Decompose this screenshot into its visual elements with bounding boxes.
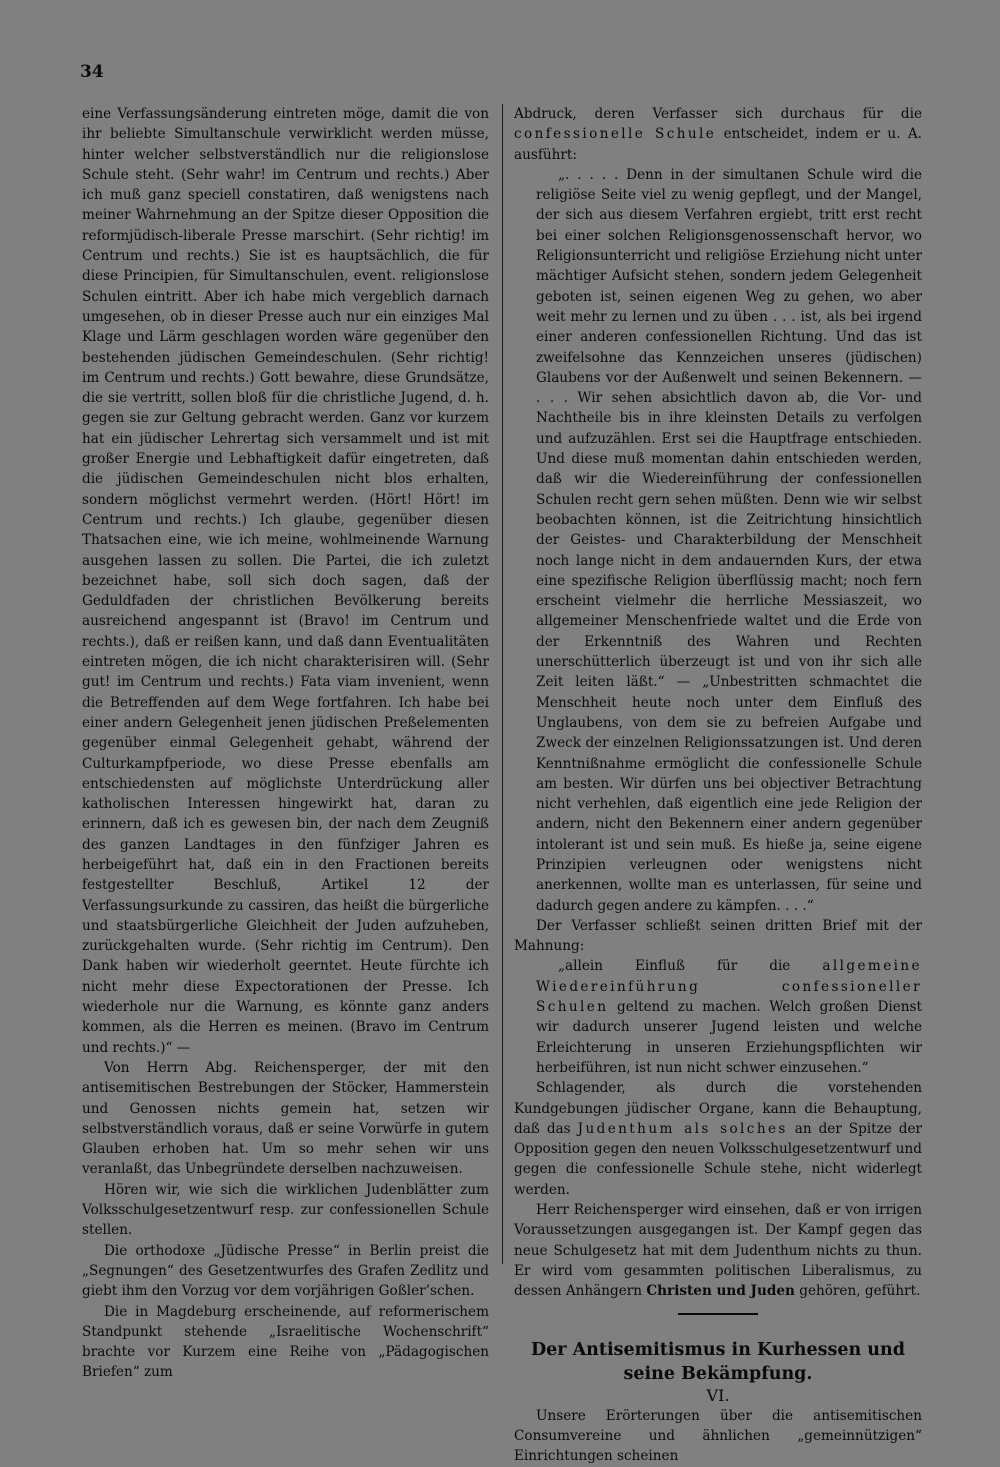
text-run: entscheidet, indem er u. A. ausführt: xyxy=(514,126,922,163)
paragraph: Die in Magdeburg erscheinende, auf reformerischem Standpunkt stehende „Israelitische Wochenschrift“ brachte vor Kurzem eine Reihe von „Pädagogischen Briefen“ zum xyxy=(82,1303,489,1381)
text-run: Schlagender, als durch die vorstehenden Kundgebungen jüdischer Organe, kann die Behauptung, daß das xyxy=(514,1080,922,1137)
right-column xyxy=(514,104,922,1467)
text-run: geltend zu machen. Welch großen Dienst wir dadurch unserer Jugend leisten und welche Erleichterung in unseren Erziehungspflichten wir herbeiführen, ist nun nicht schwer einzusehen.“ xyxy=(536,999,922,1076)
section-number: VI. xyxy=(706,1385,730,1405)
text-run: an der Spitze der Opposition gegen den neuen Volksschulgesetzentwurf und gegen die confessionelle Schule stehe, nicht widerlegt werden. xyxy=(514,1120,923,1198)
text-run: „allein Einfluß für die xyxy=(558,958,823,975)
emphasis-spaced: Judenthum als solches xyxy=(577,1120,788,1137)
divider-row xyxy=(514,1304,922,1324)
text-run: gehören, geführt. xyxy=(794,1283,921,1300)
emphasis-bold: Christen und Juden xyxy=(646,1283,795,1300)
paragraph xyxy=(514,1078,922,1200)
divider-rule xyxy=(678,1313,758,1315)
emphasis-spaced: allgemeine Wiedereinführung confessioneller Schulen xyxy=(536,958,922,1016)
quote xyxy=(514,956,922,1078)
paragraph xyxy=(514,104,922,165)
quote-block xyxy=(514,165,922,916)
paragraph: Von Herrn Abg. Reichensperger, der mit den antisemitischen Bestrebungen der Stöcker, Hammerstein und Genossen nichts gemein hat, setzen wir selbstverständlich voraus, daß er seine Vorwürfe in gutem Glauben erhoben hat. Um so mehr sehen wir uns veranlaßt, das Unbegründete derselben nachzuweisen. xyxy=(82,1059,489,1178)
left-column xyxy=(82,104,489,1383)
page-number: 34 xyxy=(80,62,104,82)
quote-block xyxy=(514,956,922,1078)
paragraph: eine Verfassungsänderung eintreten möge, damit die von ihr beliebte Simultanschule verwirklicht werden müsse, hinter welcher selbstverständlich nur die religionslose Schule steht. (Sehr wahr! im Centrum und rechts.) Aber ich muß ganz speciell constatiren, daß wenigstens nach meiner Wahrnehmung an der Spitze dieser Opposition die reformjüdisch-liberale Presse marschirt. (Sehr richtig! im Centrum und rechts.) Sie ist es hauptsächlich, die für diese Principien, für Simultanschulen, event. religionslose Schulen eintritt. Aber ich habe mich vergeblich darnach umgesehen, ob in dieser Presse auch nur ein einziges Mal Klage und Lärm geschlagen worden wäre gegenüber den bestehenden jüdischen Gemeindeschulen. (Sehr richtig! im Centrum und rechts.) Gott bewahre, diese Grundsätze, die sie vertritt, sollen bloß für die christliche Jugend, d. h. gegen sie zur Geltung gebracht werden. Ganz vor kurzem hat ein jüdischer Lehrertag sich versammelt und ist mit großer Energie und Lebhaftigkeit dafür eingetreten, daß die jüdischen Gemeindeschulen nicht blos erhalten, sondern möglichst vermehrt werden. (Hört! Hört! im Centrum und rechts.) Ich glaube, gegenüber diesen Thatsachen eine, wie ich meine, wohlmeinende Warnung ausgehen lassen zu sollen. Die Partei, die ich zuletzt bezeichnet habe, soll sich doch sagen, daß der Geduldfaden der christlichen Bevölkerung bereits ausreichend angespannt ist (Bravo! im Centrum und rechts.), daß er reißen kann, und daß dann Eventualitäten eintreten mögen, die ich nicht charakterisiren will. (Sehr gut! im Centrum und rechts.) Fata viam invenient, wenn die Betreffenden auf dem Wege fortfahren. Ich habe bei einer andern Gelegenheit jenen jüdischen Preßelementen gegenüber einmal Gelegenheit gehabt, während der Culturkampfperiode, wo diese Presse ebenfalls am entschiedensten auf möglichste Unterdrückung aller katholischen Interessen hingewirkt hat, daran zu erinnern, daß ich es gewesen bin, der nach dem Zeugniß des ganzen Landtages in den fünfziger Jahren es herbeigeführt hat, daß ein in den Fractionen bereits festgestellter Beschluß, Artikel 12 der Verfassungsurkunde zu cassiren, das heißt die bürgerliche und staatsbürgerliche Gleichheit der Juden aufzuheben, zurückgehalten wurde. (Sehr richtig im Centrum). Den Dank haben wir wiederholt geerntet. Heute fürchte ich nicht mehr diese Expectorationen der Presse. Ich wiederhole nur die Warnung, es könnte ganz anders kommen, als die Herren es meinen. (Bravo im Centrum und rechts.)“ — xyxy=(82,106,489,1056)
paragraph xyxy=(514,1200,922,1301)
paragraph: Der Verfasser schließt seinen dritten Brief mit der Mahnung: xyxy=(514,917,922,955)
paragraph: Unsere Erörterungen über die antisemitischen Consumvereine und ähnlichen „gemeinnützigen“ Einrichtungen scheinen xyxy=(514,1407,922,1465)
paragraph: Hören wir, wie sich die wirklichen Judenblätter zum Volksschulgesetzentwurf resp. zur confessionellen Schule stellen. xyxy=(82,1181,489,1239)
column-divider xyxy=(502,104,503,1264)
quote: „. . . . . Denn in der simultanen Schule wird die religiöse Seite viel zu wenig gepflegt, und der Mangel, der sich aus diesem Verfahren ergiebt, tritt erst recht bei einer solchen Religionsgenossenschaft hervor, wo Religionsunterricht und religiöse Erziehung nicht unter mächtiger Aufsicht stehen, sondern jedem Gelegenheit geboten ist, seinen eigenen Weg zu gehen, wo aber weit mehr zu lernen und zu üben . . . ist, als bei irgend einer anderen confessionellen Richtung. Und das ist zweifelsohne das Kennzeichen unseres (jüdischen) Glaubens vor der Außenwelt und seinen Bekennern. — . . . Wir sehen absichtlich davon ab, die Vor- und Nachtheile bis in ihre kleinsten Details zu verfolgen und aufzuzählen. Erst sei die Hauptfrage entschieden. Und diese muß momentan dahin entschieden werden, daß wir die Wiedereinführung der confessionellen Schulen recht gern sehen müßten. Denn wie wir selbst beobachten können, ist die Zeitrichtung hinsichtlich der Geistes- und Charakterbildung der Menschheit noch lange nicht in dem andauernden Kurs, der etwa eine spezifische Religion überflüssig macht; noch fern erscheint vielmehr die herrliche Messiaszeit, wo allgemeiner Menschenfriede waltet und die Erde von der Erkenntniß des Wahren und Rechten unerschütterlich überzeugt ist und von ihr sich alle Zeit leiten läßt.“ — „Unbestritten schmachtet die Menschheit heute noch unter dem Einfluß des Unglaubens, von dem sie zu befreien Aufgabe und Zweck der einzelnen Religionssatzungen ist. Und deren Kenntnißnahme ermöglicht die confessionelle Schule am besten. Wir dürfen uns bei objectiver Betrachtung nicht verhehlen, daß eigentlich eine jede Religion der andern, nicht den Bekennern einer andern gegenüber intolerant ist und sein muß. Es hieße ja, seine eigene Prinzipien verleugnen oder wenigstens nicht anerkennen, wollte man es unterlassen, für seine und dadurch gegen andere zu kämpfen. . . .“ xyxy=(536,166,922,914)
section-title: Der Antisemitismus in Kurhessen und seine Bekämpfung. xyxy=(530,1339,905,1384)
emphasis-spaced: confessionelle Schule xyxy=(514,126,717,143)
text-run: Herr Reichensperger wird einsehen, daß er von irrigen Voraussetzungen ausgegangen ist. Der Kampf gegen das neue Schulgesetz hat mit dem Judenthum nichts zu thun. Er wird vom gesammten politischen Liberalismus, zu dessen Anhängern xyxy=(514,1202,922,1300)
text-run: Abdruck, deren Verfasser sich durchaus für die xyxy=(514,106,922,122)
paragraph: Die orthodoxe „Jüdische Presse“ in Berlin preist die „Segnungen“ des Gesetzentwurfes des Grafen Zedlitz und giebt ihm den Vorzug vor dem vorjährigen Goßler’schen. xyxy=(82,1242,489,1300)
